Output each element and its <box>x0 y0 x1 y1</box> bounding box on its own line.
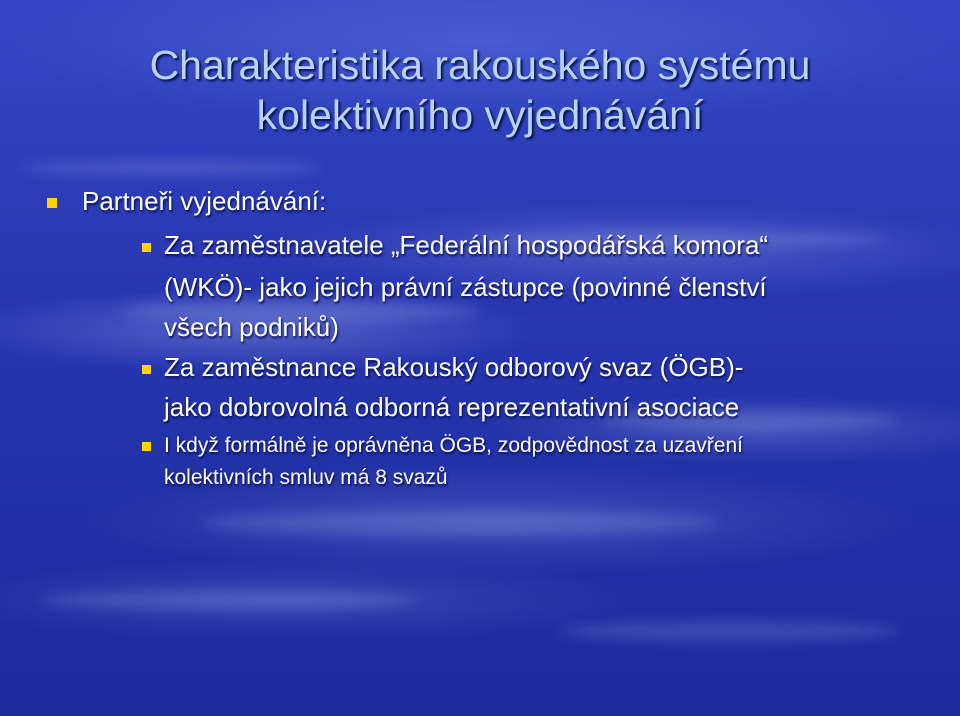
employers-line-2: (WKÖ)- jako jejich právní zástupce (povinné členství <box>164 272 767 302</box>
bullet-square-icon <box>142 243 151 252</box>
bullet-square-icon <box>47 198 57 208</box>
employers-line-3: všech podniků) <box>164 312 339 342</box>
note-line-2: kolektivních smluv má 8 svazů <box>164 466 448 489</box>
background-streak <box>20 160 320 176</box>
employees-line-1: Za zaměstnance Rakouský odborový svaz (ÖGB)- <box>164 352 744 382</box>
employees-line-2: jako dobrovolná odborná reprezentativní asociace <box>164 392 740 422</box>
background-streak <box>560 620 900 642</box>
bullet-square-icon <box>142 365 151 374</box>
bullet-square-icon <box>142 442 151 451</box>
note-line-1: I když formálně je oprávněna ÖGB, zodpovědnost za uzavření <box>164 434 743 457</box>
title-line-2: kolektivního vyjednávání <box>256 92 704 138</box>
employers-line-1: Za zaměstnavatele „Federální hospodářská komora“ <box>164 230 769 260</box>
background-streak <box>200 510 720 536</box>
title-line-1: Charakteristika rakouského systému <box>149 42 811 88</box>
bullet-partners: Partneři vyjednávání: <box>82 186 327 216</box>
slide-title <box>0 40 960 140</box>
background-streak <box>40 590 420 610</box>
